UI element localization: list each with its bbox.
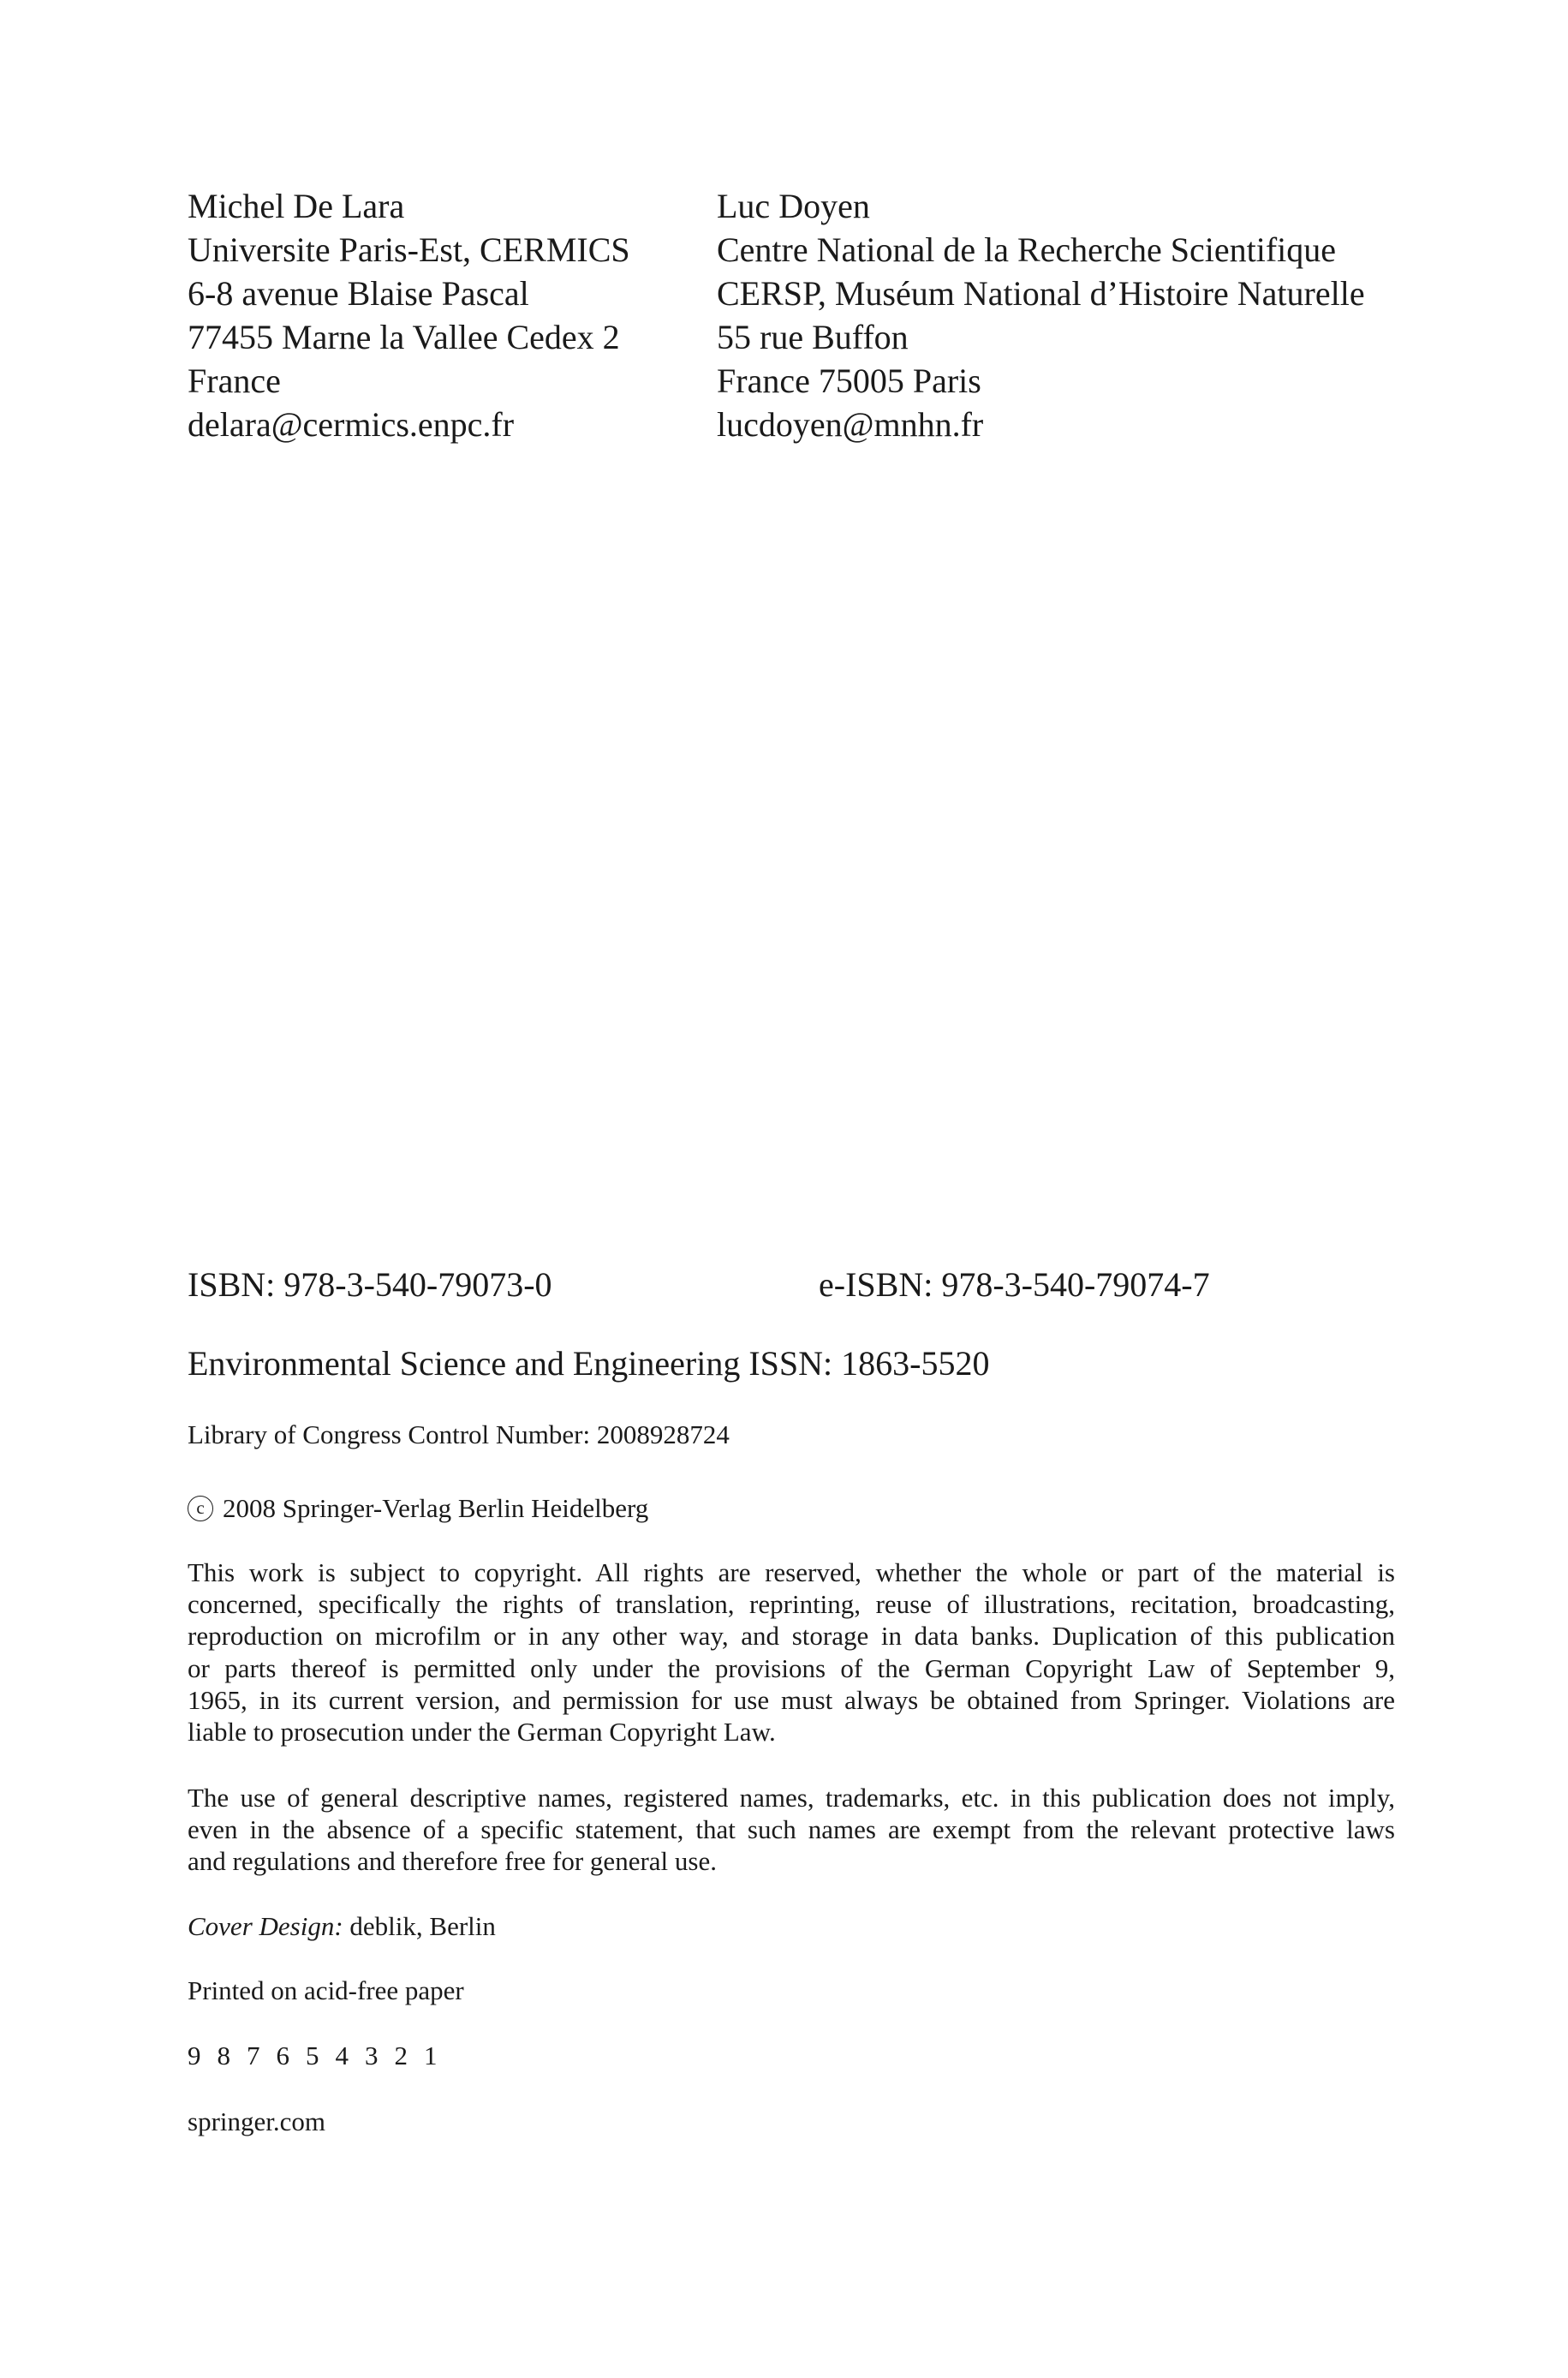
author-address-right bbox=[717, 184, 1365, 446]
print-number: 7 bbox=[247, 2040, 260, 2070]
print-number: 9 bbox=[188, 2040, 201, 2070]
copyright-notice bbox=[188, 1492, 648, 1524]
author-city: France 75005 Paris bbox=[717, 361, 981, 400]
paragraph-line: or parts thereof is permitted only under the provisions of the German Copyright Law of September 9, bbox=[188, 1652, 1395, 1683]
author-street: 6-8 avenue Blaise Pascal bbox=[188, 274, 529, 313]
author-address-left bbox=[188, 184, 630, 446]
cover-design-label: Cover Design: bbox=[188, 1911, 343, 1941]
paper-note: Printed on acid-free paper bbox=[188, 1975, 464, 2005]
paragraph-line: reproduction on microfilm or in any other way, and storage in data banks. Duplication of this publication bbox=[188, 1621, 1395, 1652]
library-of-congress-number: Library of Congress Control Number: 2008928724 bbox=[188, 1419, 730, 1449]
isbn-electronic: e-ISBN: 978-3-540-79074-7 bbox=[819, 1265, 1210, 1304]
print-number: 3 bbox=[365, 2040, 379, 2070]
author-country: France bbox=[188, 361, 281, 400]
publisher-website: springer.com bbox=[188, 2106, 325, 2136]
copyright-text: 2008 Springer-Verlag Berlin Heidelberg bbox=[223, 1493, 649, 1523]
paragraph-line: The use of general descriptive names, registered names, trademarks, etc. in this publication does not imply, bbox=[188, 1783, 1395, 1813]
paragraph-line: This work is subject to copyright. All rights are reserved, whether the whole or part of the material is bbox=[188, 1557, 1395, 1587]
author-name: Luc Doyen bbox=[717, 187, 870, 225]
isbn-print: ISBN: 978-3-540-79073-0 bbox=[188, 1265, 552, 1304]
trademark-paragraph bbox=[188, 1782, 1395, 1878]
paragraph-line: even in the absence of a specific statement, that such names are exempt from the relevant protective laws bbox=[188, 1814, 1395, 1845]
series-issn: Environmental Science and Engineering ISSN: 1863-5520 bbox=[188, 1344, 990, 1383]
paragraph-line: concerned, specifically the rights of translation, reprinting, reuse of illustrations, recitation, broadcasting, bbox=[188, 1589, 1395, 1620]
author-email: lucdoyen@mnhn.fr bbox=[717, 405, 984, 444]
author-name: Michel De Lara bbox=[188, 187, 405, 225]
author-affiliation: Centre National de la Recherche Scientifique bbox=[717, 230, 1337, 269]
print-number: 4 bbox=[335, 2040, 349, 2070]
print-number: 5 bbox=[306, 2040, 319, 2070]
print-number: 6 bbox=[276, 2040, 289, 2070]
cover-design-value: deblik, Berlin bbox=[343, 1911, 496, 1941]
print-number: 8 bbox=[217, 2040, 230, 2070]
paragraph-line: liable to prosecution under the German Copyright Law. bbox=[188, 1717, 776, 1748]
print-number: 1 bbox=[424, 2040, 438, 2070]
paragraph-line: 1965, in its current version, and permission for use must always be obtained from Springer. Violations are bbox=[188, 1684, 1395, 1715]
copyright-icon: c bbox=[188, 1496, 213, 1521]
author-email: delara@cermics.enpc.fr bbox=[188, 405, 515, 444]
copyright-paragraph bbox=[188, 1556, 1395, 1748]
paragraph-line: and regulations and therefore free for general use. bbox=[188, 1846, 717, 1877]
author-city: 77455 Marne la Vallee Cedex 2 bbox=[188, 318, 620, 356]
author-street: 55 rue Buffon bbox=[717, 318, 909, 356]
author-affiliation: Universite Paris-Est, CERMICS bbox=[188, 230, 630, 269]
author-affiliation-2: CERSP, Muséum National d’Histoire Naturelle bbox=[717, 274, 1365, 313]
print-number: 2 bbox=[394, 2040, 408, 2070]
cover-design-credit bbox=[188, 1910, 496, 1942]
print-line bbox=[188, 2040, 454, 2071]
